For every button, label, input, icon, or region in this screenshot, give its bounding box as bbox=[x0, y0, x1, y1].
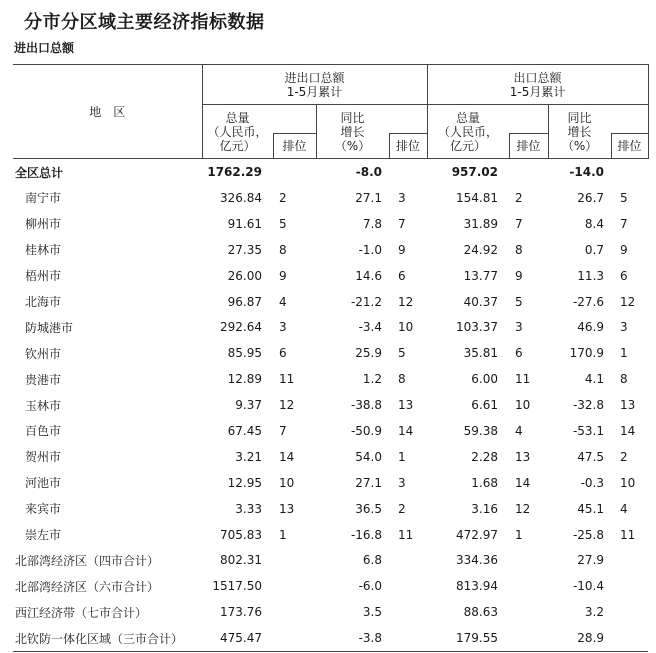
header-import-export-total: 进出口总额 1-5月累计 bbox=[202, 65, 427, 105]
export-yoy-cell: 4.1 bbox=[584, 372, 605, 387]
import-export-yoy-rank-cell bbox=[388, 625, 427, 651]
table-row bbox=[13, 314, 648, 340]
region-cell: 西江经济带（七市合计） bbox=[15, 605, 148, 620]
export-yoy-rank-cell: 3 bbox=[620, 320, 628, 335]
region-cell: 全区总计 bbox=[15, 165, 64, 180]
export-rank-cell: 14 bbox=[515, 475, 531, 490]
export-total-cell: 35.81 bbox=[463, 346, 499, 361]
import-export-yoy-cell: 54.0 bbox=[355, 449, 382, 464]
export-yoy-cell: 0.7 bbox=[584, 242, 605, 257]
export-yoy-rank-cell bbox=[610, 573, 648, 599]
export-total-cell: 334.36 bbox=[456, 553, 499, 568]
import-export-yoy-cell: -6.0 bbox=[358, 579, 382, 594]
import-export-total-cell: 1762.29 bbox=[207, 165, 262, 179]
import-export-yoy-cell: -3.4 bbox=[358, 320, 382, 335]
import-export-total-cell: 9.37 bbox=[235, 398, 262, 413]
region-cell: 百色市 bbox=[25, 424, 62, 439]
export-total-cell: 472.97 bbox=[456, 527, 499, 542]
table-row bbox=[13, 366, 648, 392]
export-rank-cell: 8 bbox=[515, 242, 523, 257]
header-total-volume-1: 总量 （人民币， 亿元） 排位 bbox=[202, 105, 316, 159]
export-rank-cell: 13 bbox=[515, 449, 531, 464]
region-cell: 北钦防一体化区域（三市合计） bbox=[13, 625, 202, 651]
export-yoy-cell: 47.5 bbox=[577, 449, 605, 464]
section-subtitle: 进出口总额 bbox=[14, 41, 75, 55]
export-yoy-rank-cell: 12 bbox=[620, 294, 636, 309]
region-cell: 北海市 bbox=[25, 295, 62, 309]
export-yoy-cell: -0.3 bbox=[580, 475, 605, 490]
import-export-yoy-cell: -8.0 bbox=[355, 165, 382, 179]
header-rank-1: 排位 bbox=[273, 133, 316, 158]
import-export-rank-cell bbox=[272, 573, 316, 599]
export-rank-cell: 10 bbox=[515, 398, 531, 413]
import-export-yoy-cell: 1.2 bbox=[362, 372, 382, 387]
export-yoy-cell: -25.8 bbox=[572, 527, 605, 542]
import-export-yoy-cell: -38.8 bbox=[350, 398, 382, 413]
export-yoy-rank-cell: 7 bbox=[620, 216, 628, 231]
region-cell: 南宁市 bbox=[25, 191, 62, 206]
import-export-yoy-rank-cell bbox=[388, 599, 427, 625]
region-cell: 北部湾经济区（六市合计） bbox=[15, 579, 160, 594]
import-export-total-cell: 3.21 bbox=[235, 449, 262, 464]
page-title: 分市分区域主要经济指标数据 bbox=[24, 12, 265, 33]
export-yoy-cell: 28.9 bbox=[548, 625, 610, 651]
export-rank-cell: 3 bbox=[515, 320, 523, 335]
region-cell: 贵港市 bbox=[25, 372, 62, 387]
import-export-rank-cell: 7 bbox=[279, 423, 287, 438]
table-row bbox=[13, 418, 648, 444]
table-row bbox=[13, 289, 648, 315]
import-export-yoy-cell: 27.1 bbox=[355, 190, 382, 205]
import-export-rank-cell bbox=[272, 599, 316, 625]
table-row bbox=[13, 599, 648, 625]
import-export-yoy-rank-cell: 14 bbox=[398, 423, 414, 438]
import-export-yoy-rank-cell bbox=[388, 573, 427, 599]
import-export-yoy-rank-cell: 12 bbox=[398, 294, 414, 309]
header-rank-4: 排位 bbox=[611, 133, 648, 158]
import-export-yoy-rank-cell: 7 bbox=[398, 216, 406, 231]
export-total-cell: 88.63 bbox=[463, 605, 499, 620]
import-export-yoy-rank-cell: 10 bbox=[398, 320, 414, 335]
export-rank-cell bbox=[508, 599, 548, 625]
import-export-yoy-rank-cell: 6 bbox=[398, 268, 406, 283]
export-yoy-cell: -32.8 bbox=[572, 398, 605, 413]
import-export-yoy-rank-cell: 2 bbox=[398, 501, 406, 516]
export-yoy-cell: 45.1 bbox=[577, 501, 605, 516]
import-export-rank-cell bbox=[272, 625, 316, 651]
import-export-yoy-rank-cell: 3 bbox=[398, 475, 406, 490]
import-export-rank-cell: 13 bbox=[279, 501, 295, 516]
import-export-total-cell: 67.45 bbox=[227, 423, 262, 438]
import-export-yoy-cell: 6.8 bbox=[362, 553, 382, 568]
export-rank-cell: 12 bbox=[515, 501, 531, 516]
import-export-rank-cell: 4 bbox=[279, 294, 287, 309]
export-rank-cell: 5 bbox=[515, 294, 523, 309]
import-export-rank-cell: 10 bbox=[279, 475, 295, 490]
export-total-cell: 6.61 bbox=[471, 398, 499, 413]
import-export-total-cell: 326.84 bbox=[220, 190, 262, 205]
region-cell: 钦州市 bbox=[25, 346, 62, 361]
import-export-yoy-cell: 27.1 bbox=[355, 475, 382, 490]
export-total-cell: 3.16 bbox=[471, 501, 499, 516]
export-yoy-rank-cell bbox=[610, 625, 648, 651]
export-yoy-rank-cell bbox=[610, 547, 648, 573]
import-export-total-cell: 705.83 bbox=[220, 527, 262, 542]
import-export-yoy-cell: 36.5 bbox=[355, 501, 382, 516]
import-export-total-cell: 12.95 bbox=[227, 475, 262, 490]
region-cell: 防城港市 bbox=[25, 320, 74, 335]
export-yoy-rank-cell: 13 bbox=[620, 398, 636, 413]
import-export-yoy-rank-cell: 1 bbox=[398, 449, 406, 464]
export-yoy-rank-cell: 2 bbox=[620, 449, 628, 464]
import-export-rank-cell: 12 bbox=[279, 398, 295, 413]
import-export-total-cell: 3.33 bbox=[235, 501, 262, 516]
import-export-total-cell: 802.31 bbox=[220, 553, 262, 568]
export-yoy-cell: -10.4 bbox=[572, 579, 605, 594]
export-yoy-rank-cell: 8 bbox=[620, 372, 628, 387]
import-export-total-cell: 12.89 bbox=[227, 372, 262, 387]
table-row bbox=[13, 547, 648, 573]
export-rank-cell: 11 bbox=[515, 372, 531, 387]
region-cell: 玉林市 bbox=[25, 398, 62, 413]
export-total-cell: 1.68 bbox=[471, 475, 499, 490]
import-export-total-cell: 27.35 bbox=[227, 242, 262, 257]
region-cell: 贺州市 bbox=[25, 450, 62, 465]
export-yoy-cell: 3.2 bbox=[584, 605, 605, 620]
export-yoy-rank-cell: 5 bbox=[620, 190, 628, 205]
import-export-total-cell: 26.00 bbox=[227, 268, 262, 283]
region-cell: 来宾市 bbox=[25, 502, 62, 517]
header-yoy-1: 同比 增长 （%） 排位 bbox=[316, 105, 427, 159]
export-rank-cell bbox=[508, 547, 548, 573]
region-cell: 桂林市 bbox=[25, 243, 62, 258]
export-rank-cell bbox=[508, 573, 548, 599]
export-total-cell: 2.28 bbox=[471, 449, 499, 464]
import-export-yoy-rank-cell: 11 bbox=[398, 527, 414, 542]
import-export-total-cell: 292.64 bbox=[220, 320, 262, 335]
import-export-total-cell: 85.95 bbox=[227, 346, 262, 361]
export-total-cell: 813.94 bbox=[456, 579, 499, 594]
region-cell: 河池市 bbox=[25, 476, 62, 491]
import-export-yoy-rank-cell: 8 bbox=[398, 372, 406, 387]
export-yoy-rank-cell: 11 bbox=[620, 527, 636, 542]
table-row bbox=[13, 159, 648, 186]
import-export-rank-cell: 5 bbox=[279, 216, 287, 231]
export-rank-cell: 2 bbox=[515, 190, 523, 205]
import-export-yoy-cell: -3.8 bbox=[316, 625, 388, 651]
import-export-yoy-cell: 14.6 bbox=[355, 268, 382, 283]
import-export-yoy-cell: 3.5 bbox=[362, 605, 382, 620]
table-row bbox=[13, 211, 648, 237]
import-export-rank-cell: 9 bbox=[279, 268, 287, 283]
export-yoy-rank-cell bbox=[610, 159, 648, 186]
header-region: 地 区 bbox=[13, 65, 202, 159]
export-rank-cell: 6 bbox=[515, 346, 523, 361]
export-total-cell: 6.00 bbox=[471, 372, 499, 387]
export-total-cell: 179.55 bbox=[427, 625, 508, 651]
header-rank-2: 排位 bbox=[389, 133, 427, 158]
import-export-rank-cell: 11 bbox=[279, 372, 295, 387]
export-yoy-cell: -14.0 bbox=[569, 165, 605, 179]
import-export-yoy-cell: -50.9 bbox=[350, 423, 382, 438]
table-row bbox=[13, 470, 648, 496]
indicator-table bbox=[13, 64, 649, 652]
import-export-yoy-cell: -1.0 bbox=[358, 242, 382, 257]
import-export-yoy-cell: 7.8 bbox=[362, 216, 382, 231]
import-export-yoy-cell: -21.2 bbox=[350, 294, 382, 309]
import-export-yoy-rank-cell: 5 bbox=[398, 346, 406, 361]
import-export-rank-cell: 3 bbox=[279, 320, 287, 335]
header-yoy-2: 同比 增长 （%） 排位 bbox=[548, 105, 648, 159]
import-export-rank-cell: 8 bbox=[279, 242, 287, 257]
export-total-cell: 40.37 bbox=[463, 294, 499, 309]
export-yoy-cell: -27.6 bbox=[572, 294, 605, 309]
table-row bbox=[13, 340, 648, 366]
export-total-cell: 13.77 bbox=[463, 268, 499, 283]
table-row bbox=[13, 237, 648, 263]
import-export-rank-cell bbox=[272, 159, 316, 186]
table-row bbox=[13, 496, 648, 522]
export-total-cell: 59.38 bbox=[463, 423, 499, 438]
table-row bbox=[13, 522, 648, 548]
import-export-total-cell: 96.87 bbox=[227, 294, 262, 309]
import-export-total-cell: 1517.50 bbox=[212, 579, 262, 594]
export-yoy-cell: -53.1 bbox=[572, 423, 605, 438]
table-row bbox=[13, 625, 648, 651]
import-export-yoy-rank-cell: 3 bbox=[398, 190, 406, 205]
export-rank-cell: 1 bbox=[515, 527, 523, 542]
table-row bbox=[13, 185, 648, 211]
export-yoy-rank-cell: 10 bbox=[620, 475, 636, 490]
import-export-yoy-rank-cell: 13 bbox=[398, 398, 414, 413]
import-export-rank-cell: 6 bbox=[279, 346, 287, 361]
table-row bbox=[13, 573, 648, 599]
export-rank-cell: 4 bbox=[515, 423, 523, 438]
region-cell: 崇左市 bbox=[25, 528, 62, 543]
import-export-rank-cell: 14 bbox=[279, 449, 295, 464]
export-rank-cell: 7 bbox=[515, 216, 523, 231]
import-export-rank-cell bbox=[272, 547, 316, 573]
table-row bbox=[13, 263, 648, 289]
import-export-yoy-rank-cell: 9 bbox=[398, 242, 406, 257]
import-export-yoy-cell: 25.9 bbox=[355, 346, 382, 361]
export-total-cell: 154.81 bbox=[456, 190, 499, 205]
export-yoy-cell: 170.9 bbox=[569, 346, 605, 361]
export-yoy-rank-cell: 4 bbox=[620, 501, 628, 516]
region-cell: 柳州市 bbox=[25, 217, 62, 232]
export-yoy-rank-cell: 6 bbox=[620, 268, 628, 283]
export-total-cell: 957.02 bbox=[451, 165, 499, 179]
export-rank-cell bbox=[508, 625, 548, 651]
import-export-yoy-cell: -16.8 bbox=[350, 527, 382, 542]
import-export-rank-cell: 1 bbox=[279, 527, 287, 542]
header-rank-3: 排位 bbox=[509, 133, 548, 158]
import-export-yoy-rank-cell bbox=[388, 159, 427, 186]
import-export-total-cell: 91.61 bbox=[227, 216, 262, 231]
export-total-cell: 31.89 bbox=[463, 216, 499, 231]
export-yoy-cell: 11.3 bbox=[577, 268, 605, 283]
region-cell: 梧州市 bbox=[25, 269, 62, 284]
export-yoy-cell: 46.9 bbox=[577, 320, 605, 335]
export-yoy-rank-cell bbox=[610, 599, 648, 625]
import-export-total-cell: 173.76 bbox=[220, 605, 262, 620]
table-row bbox=[13, 444, 648, 470]
import-export-rank-cell: 2 bbox=[279, 190, 287, 205]
export-rank-cell: 9 bbox=[515, 268, 523, 283]
export-total-cell: 103.37 bbox=[456, 320, 499, 335]
table-body bbox=[13, 159, 648, 652]
export-rank-cell bbox=[508, 159, 548, 186]
header-total-volume-2: 总量 （人民币， 亿元） 排位 bbox=[427, 105, 548, 159]
export-yoy-cell: 27.9 bbox=[577, 553, 605, 568]
export-yoy-rank-cell: 1 bbox=[620, 346, 628, 361]
import-export-yoy-rank-cell bbox=[388, 547, 427, 573]
import-export-total-cell: 475.47 bbox=[202, 625, 272, 651]
header-export-total: 出口总额 1-5月累计 bbox=[427, 65, 648, 105]
region-cell: 北部湾经济区（四市合计） bbox=[15, 553, 160, 568]
export-yoy-rank-cell: 9 bbox=[620, 242, 628, 257]
export-yoy-cell: 26.7 bbox=[577, 190, 605, 205]
export-yoy-cell: 8.4 bbox=[584, 216, 605, 231]
export-yoy-rank-cell: 14 bbox=[620, 423, 636, 438]
table-row bbox=[13, 392, 648, 418]
export-total-cell: 24.92 bbox=[463, 242, 499, 257]
